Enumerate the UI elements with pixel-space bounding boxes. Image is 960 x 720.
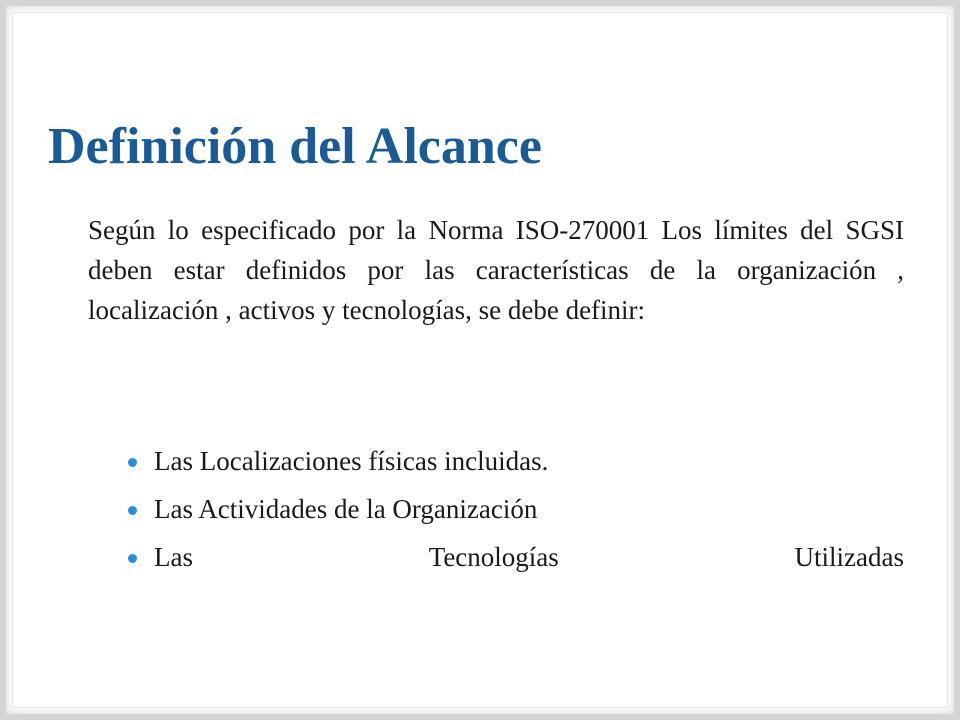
bullet-dot-icon: [128, 554, 137, 563]
body-paragraph: Según lo especificado por la Norma ISO-270001 Los límites del SGSI deben estar definidos por las características de la organización , localización , activos y tecnologías, se debe definir:: [88, 215, 904, 325]
bullet-text: Las Actividades de la Organización: [154, 493, 538, 524]
bullet-text: Las Localizaciones físicas incluidas.: [154, 445, 549, 476]
bullet-word: Utilizadas: [794, 541, 904, 572]
bullet-item-tecnologias: [128, 533, 904, 581]
bullet-dot-icon: [128, 458, 137, 467]
bullet-word: Tecnologías: [428, 541, 559, 572]
bullet-word: Las: [154, 541, 193, 572]
slide-title: Definición del Alcance: [48, 118, 542, 175]
bullet-item-actividades: [128, 485, 904, 533]
bullet-dot-icon: [128, 506, 137, 515]
bullet-list: [128, 437, 904, 581]
bullet-item-localizaciones: [128, 437, 904, 485]
bullet-text: [154, 542, 904, 573]
